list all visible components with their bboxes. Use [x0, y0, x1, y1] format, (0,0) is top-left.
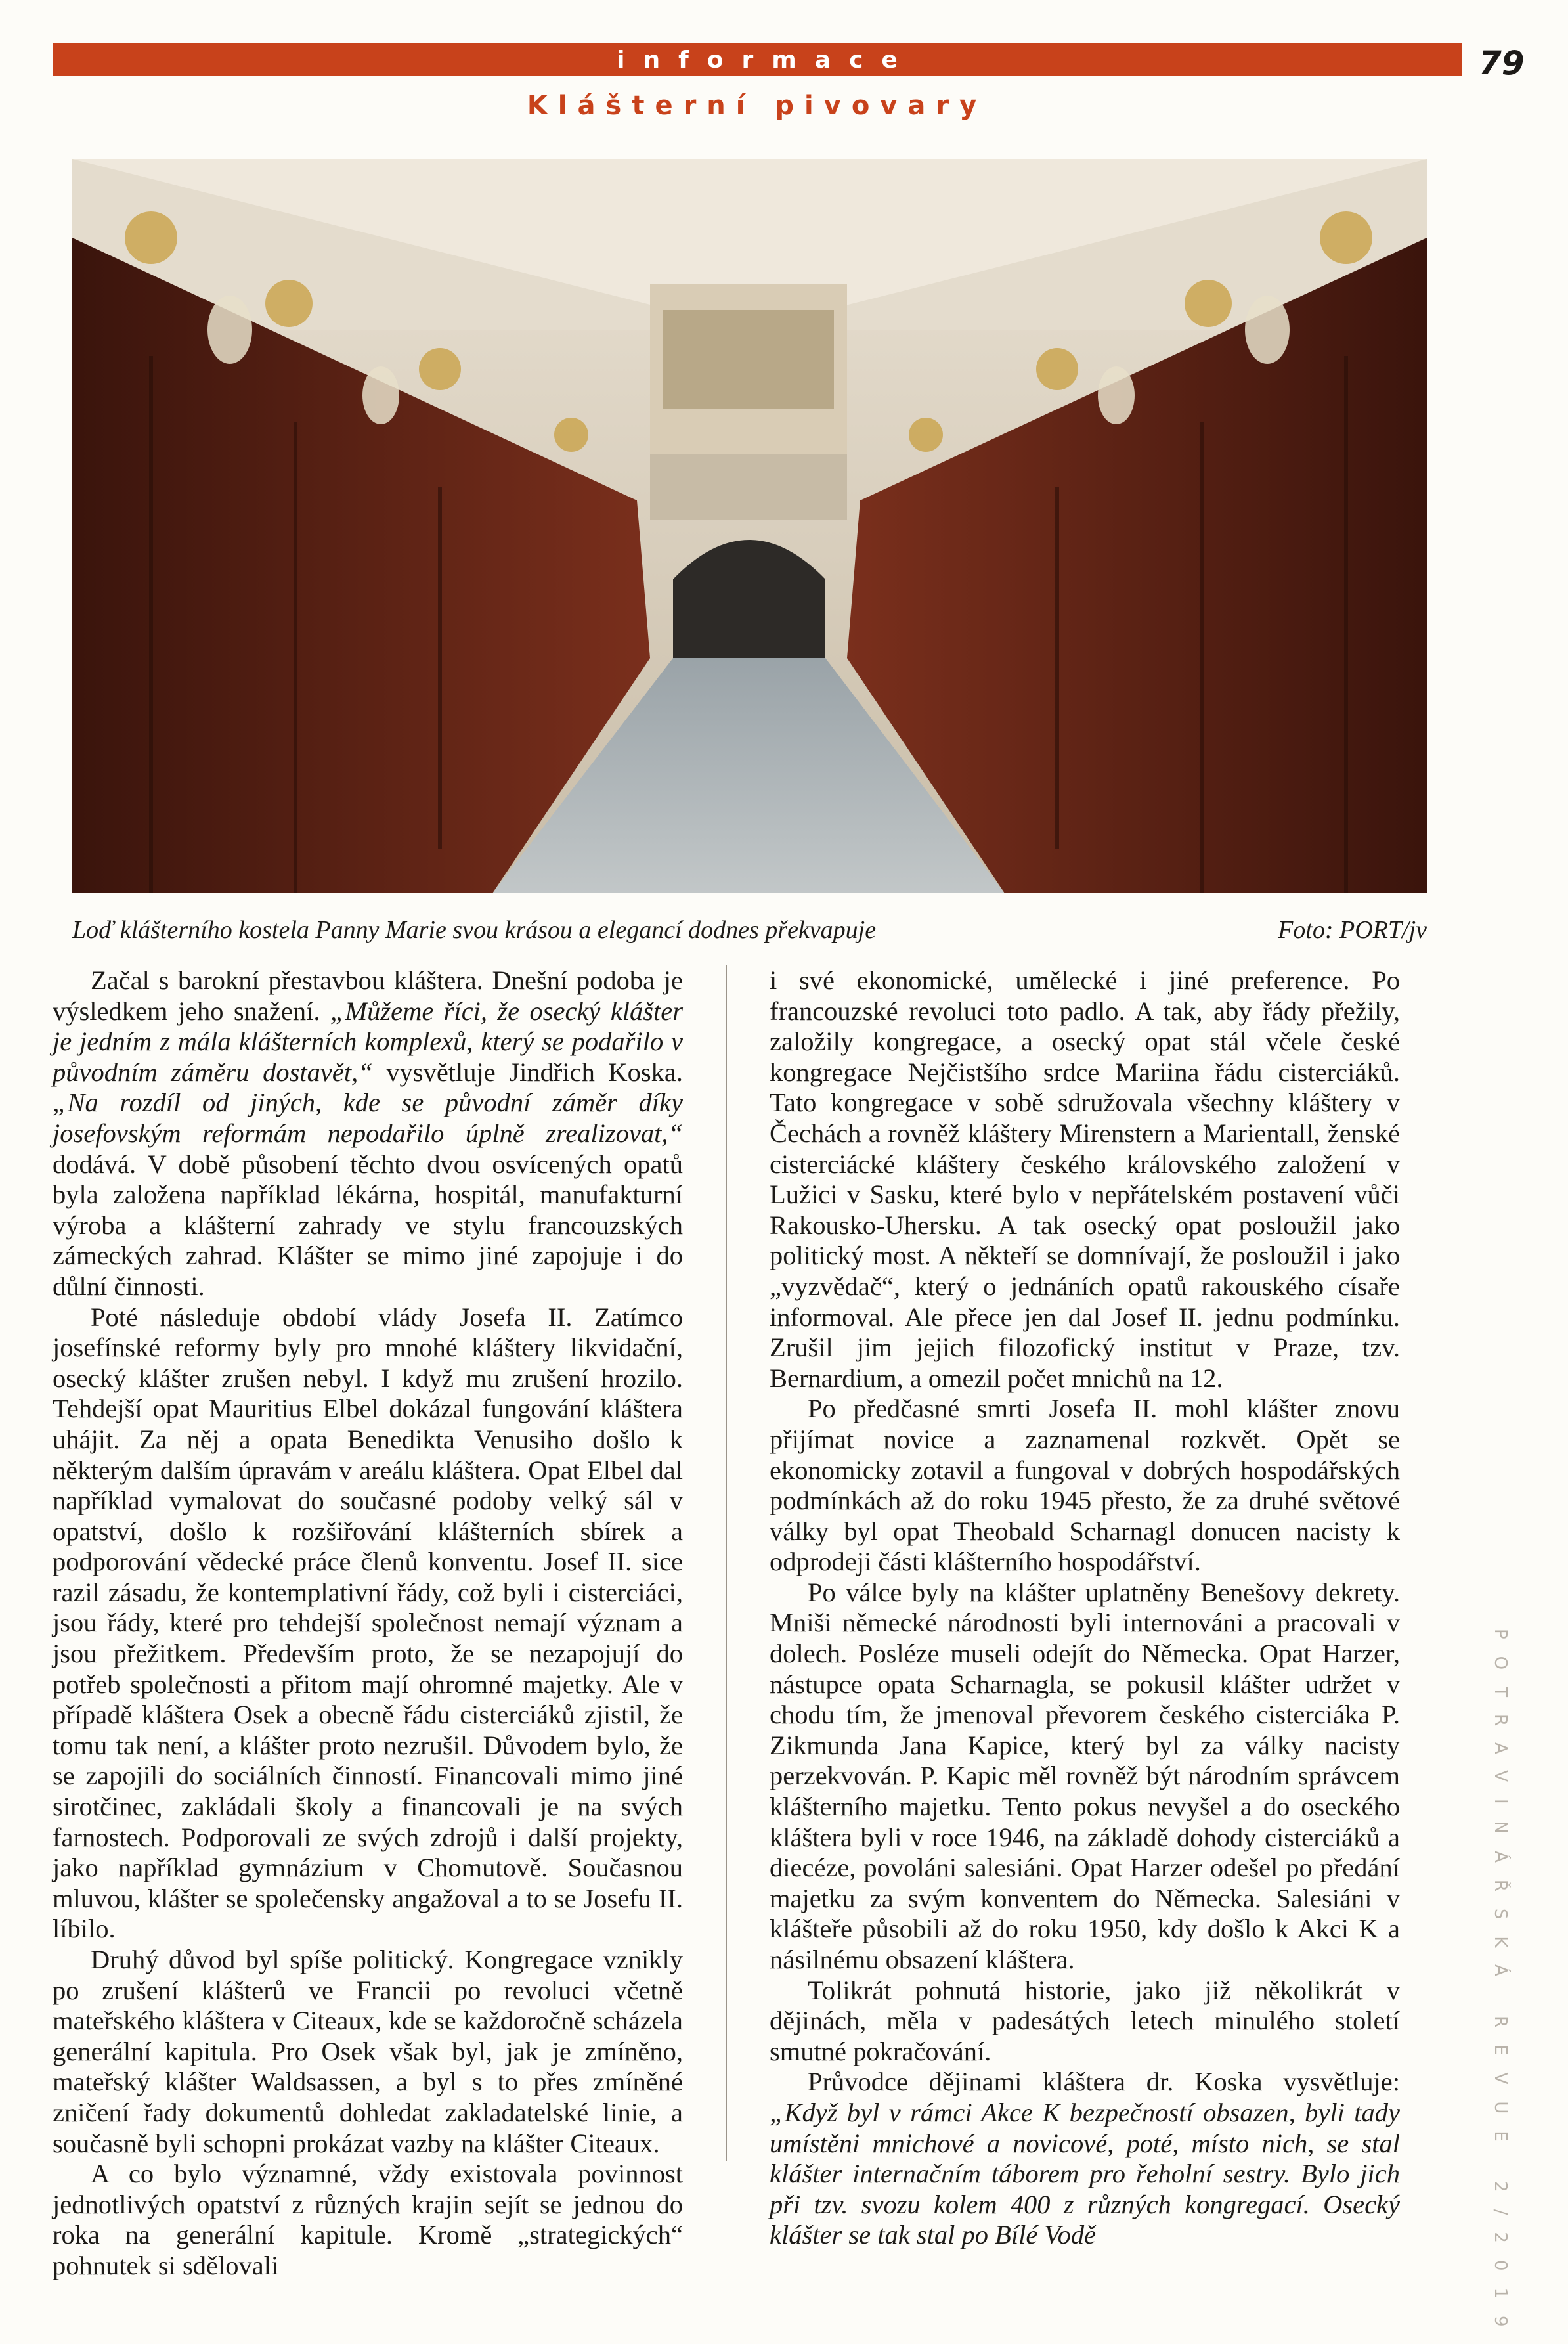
quote: „Na rozdíl od jiných, kde se původní záměr díky josefovským reformám nepodařilo úplně zrealizovat,“	[53, 1088, 683, 1148]
paragraph	[53, 965, 683, 1302]
rubric-title: Klášterní pivovary	[527, 91, 988, 121]
paragraph: Tolikrát pohnutá historie, jako již několikrát v dějinách, měla v padesátých letech minulého století smutné pokračování.	[770, 1975, 1400, 2066]
column-divider	[726, 965, 727, 2161]
photo-credit: Foto: PORT/jv	[1278, 916, 1427, 944]
church-nave-illustration	[72, 159, 1427, 893]
photo-caption	[72, 910, 1427, 950]
paragraph: Druhý důvod byl spíše politický. Kongregace vznikly po zrušení klášterů ve Francii po revoluci včetně mateřského kláštera v Citeaux, kde se každoročně scházela generální kapitula. Pro Osek však byl, jak je zmíněno, mateřský klášter Waldsassen, a byl s to přes zmíněné zničení řady dokumentů dohledat zakladatelské linie, a současně byli schopni prokázat vazby na klášter Citeaux.	[53, 1945, 683, 2158]
quote: „Když byl v rámci Akce K bezpečností obsazen, byli tady umístěni mnichové a novicové, poté, místo nich, se stal klášter internačním táborem pro řeholní sestry. Bylo jich při tzv. svozu kolem 400 z různých kongregací. Osecký klášter se tak stal po Bílé Vodě	[770, 2097, 1400, 2250]
header-bar	[53, 43, 1462, 76]
magazine-side-title: POTRAVINÁŘSKÁ REVUE 2/2019	[1491, 1629, 1510, 2344]
text-span: Začal s barokní přestavbou kláštera. Dnešní podoba je výsledkem jeho snažení.	[53, 965, 683, 1026]
section-label: informace	[617, 46, 916, 74]
article-column-left	[53, 965, 683, 2282]
paragraph: Po válce byly na klášter uplatněny Benešovy dekrety. Mniši německé národnosti byli internováni a pracovali v dolech. Posléze museli odejít do Německa. Opat Harzer, nástupce opata Scharnagla, se pokusil klášter udržet v chodu tím, že jmenoval převorem českého cisterciáka P. Zikmunda Jana Kapice, který byl za války nacisty perzekvován. P. Kapic měl rovněž být národním správcem klášterního majetku. Tento pokus nevyšel a do oseckého kláštera byli v roce 1946, na základě dohody cisterciáků a diecéze, povoláni salesiáni. Opat Harzer odešel po předání majetku za svým konventem do Německa. Salesiáni v klášteře působili až do roku 1950, kdy došlo k Akci K a násilnému obsazení kláštera.	[770, 1577, 1400, 1974]
church-nave-photo	[72, 159, 1427, 893]
paragraph: Poté následuje období vlády Josefa II. Zatímco josefínské reformy byly pro mnohé kláštery likvidační, osecký klášter zrušen nebyl. I když mu zrušení hrozilo. Tehdejší opat Mauritius Elbel dokázal fungování kláštera uhájit. Za něj a opata Benedikta Venusiho došlo k některým dalším úpravám v areálu kláštera. Opat Elbel dal například vymalovat do současné podoby velký sál v opatství, došlo k rozšiřování klášterních sbírek a podporování vědecké práce členů konventu. Josef II. sice razil zásadu, že kontemplativní řády, což byli i cisterciáci, jsou řády, které pro tehdejší společnost nemají význam a jsou přežitkem. Především proto, že se nezapojují do potřeb společnosti a přitom mají ohromné majetky. Ale v případě kláštera Osek a obecně řádu cisterciáků zjistil, že tomu tak není, a klášter proto nezrušil. Důvodem bylo, že se zapojili do sociálních činností. Financovali mimo jiné sirotčinec, zakládali školy a financovali je na svých farnostech. Podporovali ze svých zdrojů i další projekty, jako například gymnázium v Chomutově. Současnou mluvou, klášter se společensky angažoval a to se Josefu II. líbilo.	[53, 1302, 683, 1944]
paragraph: Po předčasné smrti Josefa II. mohl klášter znovu přijímat novice a zaznamenal rozkvět. Opět se ekonomicky zotavil a fungoval v dobrých hospodářských podmínkách až do roku 1945 přesto, že za druhé světové války byl opat Theobald Scharnagl donucen nacisty k odprodeji části klášterního hospodářství.	[770, 1394, 1400, 1577]
paragraph	[770, 2067, 1400, 2251]
text-span: Průvodce dějinami kláštera dr. Koska vysvětluje:	[808, 2067, 1400, 2097]
text-span: vysvětluje Jindřich Koska.	[372, 1057, 683, 1087]
paragraph: i své ekonomické, umělecké i jiné preference. Po francouzské revoluci toto padlo. A tak, aby řády přežily, založily kongregace, a osecký opat stál včele české kongregace Nejčistšího srdce Mariina řádu cisterciáků. Tato kongregace v sobě sdružovala všechny kláštery v Čechách a rovněž kláštery Mirenstern a Marientall, ženské cisterciácké kláštery českého královského založení v Lužici v Sasku, které bylo v nepřátelském postavení vůči Rakousko-Uhersku. A tak osecký opat posloužil jako politický most. A někteří se domnívají, že posloužil i jako „vyzvědač“, který o jednáních opatů rakouského císaře informoval. Ale přece jen dal Josef II. jednu podmínku. Zrušil jim jejich filozofický institut v Praze, tzv. Bernardium, a omezil počet mnichů na 12.	[770, 965, 1400, 1393]
quote: „Můžeme říci, že osecký klášter je jedním z mála klášterních komplexů, který se podařilo v původním záměru dostavět,“	[53, 996, 683, 1087]
paragraph: A co bylo významné, vždy existovala povinnost jednotlivých opatství z různých krajin sejít se jednou do roka na generální kapitule. Kromě „strategických“ pohnutek si sdělovali	[53, 2159, 683, 2280]
page-number: 79	[1479, 44, 1525, 82]
text-span: dodává. V době působení těchto dvou osvícených opatů byla založena například lékárna, hospitál, manufakturní výroba a klášterní zahrady ve stylu francouzských zámeckých zahrad. Klášter se mimo jiné zapojuje i do důlní činnosti.	[53, 1149, 683, 1301]
article-column-right	[770, 965, 1400, 2251]
caption-text: Loď klášterního kostela Panny Marie svou krásou a elegancí dodnes překvapuje	[72, 916, 877, 944]
